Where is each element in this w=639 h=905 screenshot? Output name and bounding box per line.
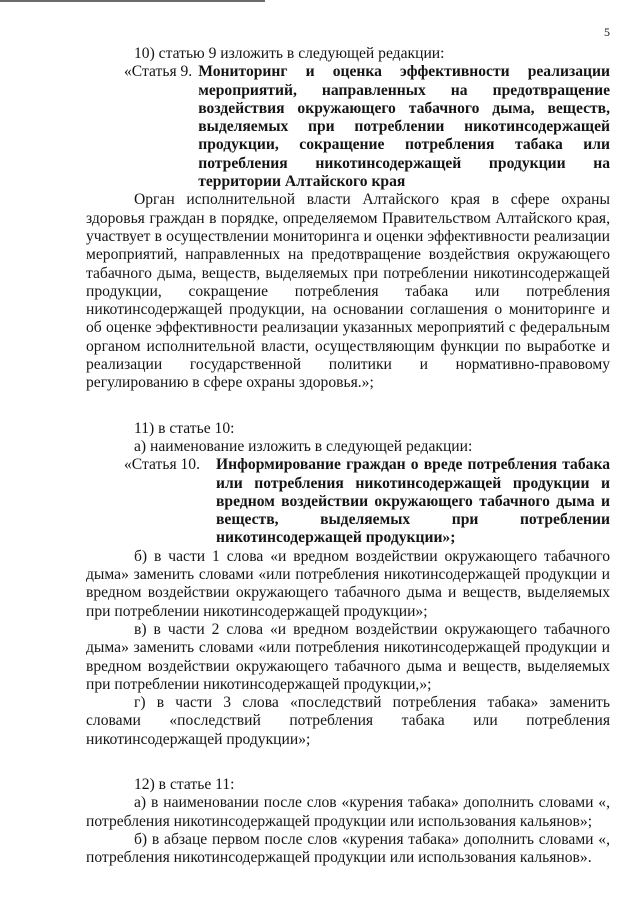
subitem-11a: а) наименование изложить в следующей редакции: (134, 437, 473, 455)
subitem-11b: б) в части 1 слова «и вредном воздействии окружающего табачного дыма» заменить словами «или потребления никотинсодержащей продукции и вредном воздействии окружающего табачного дыма и веществ, выделяемых при потреблении никотинсодержащей продукции»; (86, 547, 610, 620)
article-10-heading (124, 456, 610, 547)
paragraph-item-12: 12) в статье 11: (134, 775, 235, 793)
paragraph-item-11: 11) в статье 10: (134, 419, 235, 437)
page-number: 5 (604, 25, 610, 39)
subitem-11v: в) в части 2 слова «и вредном воздействии окружающего табачного дыма» заменить словами «или потребления никотинсодержащей продукции и вредном воздействии окружающего табачного дыма и веществ, выделяемых при потреблении никотинсодержащей продукции,»; (86, 620, 610, 693)
subitem-11g: г) в части 3 слова «последствий потребления табака» заменить словами «последствий потребления табака или потребления никотинсодержащей продукции»; (86, 694, 610, 748)
spacer (86, 393, 610, 420)
article-10-label: «Статья 10. (124, 456, 201, 474)
subitem-12b: б) в абзаце первом после слов «курения табака» дополнить словами «, потребления никотинсодержащей продукции или использования кальянов». (86, 830, 610, 867)
article-10-title: Информирование граждан о вреде потребления табака или потребления никотинсодержащей продукции и вредном воздействии окружающего табачного дыма и веществ, выделяемых при потреблении никотинсодержащей продукции»; (216, 456, 610, 547)
article-9-title: Мониторинг и оценка эффективности реализации мероприятий, направленных на предотвращение воздействия окружающего табачного дыма, веществ, выделяемых при потреблении никотинсодержащей продукции, сокращение потребления табака или потребления никотинсодержащей продукции на территории Алтайского края (198, 63, 610, 191)
document-body (86, 45, 610, 867)
paragraph-item-10: 10) статью 9 изложить в следующей редакции: (134, 45, 445, 62)
top-edge-line (0, 0, 265, 2)
spacer (86, 749, 610, 776)
article-9-heading (124, 63, 610, 191)
article-9-label: «Статья 9. (124, 63, 193, 81)
subitem-12a: а) в наименовании после слов «курения табака» дополнить словами «, потребления никотинсодержащей продукции или использования кальянов»; (86, 794, 610, 830)
article-9-body: Орган исполнительной власти Алтайского края в сфере охраны здоровья граждан в порядке, определяемом Правительством Алтайского края, участвует в осуществлении мониторинга и оценки эффективности реализации мероприятий, направленных на предотвращение воздействия окружающего табачного дыма, веществ, выделяемых при потреблении никотинсодержащей продукции, сокращение потребления табака или потребления никотинсодержащей продукции, на основании соглашения о мониторинге и об оценке эффективности реализации указанных мероприятий с федеральным органом исполнительной власти, осуществляющим функции по выработке и реализации государственной политики и нормативно-правовому регулированию в сфере охраны здоровья.»; (86, 191, 610, 392)
